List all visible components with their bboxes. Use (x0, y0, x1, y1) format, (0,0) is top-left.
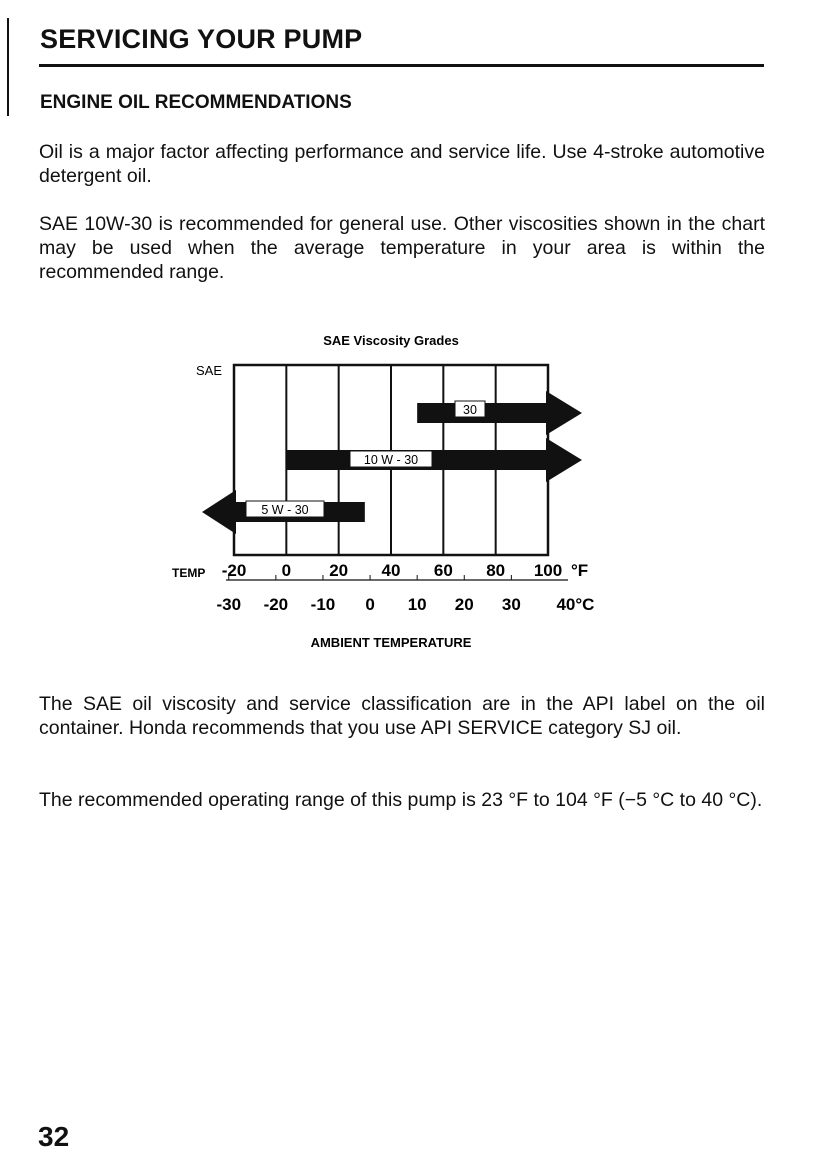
paragraph-oil-type: Oil is a major factor affecting performance and service life. Use 4-stroke automotive detergent oil. (39, 141, 765, 187)
fahrenheit-tick-label: 40 (381, 561, 401, 580)
fahrenheit-tick-label: 100 (533, 561, 563, 580)
fahrenheit-tick-label: -20 (221, 561, 247, 580)
y-axis-label: SAE (196, 363, 223, 378)
celsius-unit: 40°C (556, 595, 595, 614)
page-title: SERVICING YOUR PUMP (40, 24, 363, 54)
fahrenheit-tick-label: 0 (281, 561, 292, 580)
chart-title: SAE Viscosity Grades (323, 333, 459, 348)
fahrenheit-unit: °F (571, 561, 589, 580)
celsius-tick-label: 20 (454, 595, 474, 614)
viscosity-chart-svg (150, 325, 620, 665)
paragraph-operating-range: The recommended operating range of this pump is 23 °F to 104 °F (−5 °C to 40 °C). (39, 789, 763, 811)
paragraph-api-label: The SAE oil viscosity and service classification are in the API label on the oil container. Honda recommends that you use API SERVICE category SJ oil. (39, 693, 765, 739)
bar-label: 30 (463, 403, 477, 417)
bar-label: 10 W - 30 (363, 453, 419, 467)
viscosity-chart (150, 325, 620, 665)
celsius-tick-label: -10 (310, 595, 336, 614)
paragraph-sae-recommendation: SAE 10W-30 is recommended for general use. Other viscosities shown in the chart may be used when the average temperature in your area is within the recommended range. (39, 213, 765, 283)
bar-label: 5 W - 30 (261, 503, 309, 517)
title-rule (39, 64, 764, 67)
viscosity-bar-30 (417, 391, 582, 435)
x-axis-label: AMBIENT TEMPERATURE (310, 635, 472, 650)
celsius-tick-label: -30 (216, 595, 242, 614)
margin-bar (7, 18, 9, 116)
celsius-tick-label: -20 (263, 595, 289, 614)
fahrenheit-tick-label: 80 (486, 561, 506, 580)
celsius-tick-label: 30 (501, 595, 521, 614)
section-heading: ENGINE OIL RECOMMENDATIONS (40, 92, 352, 113)
viscosity-bar-10w-30 (286, 438, 582, 482)
celsius-tick-label: 0 (365, 595, 375, 614)
page-number: 32 (38, 1121, 70, 1152)
temp-label: TEMP (172, 566, 206, 580)
fahrenheit-tick-label: 60 (433, 561, 453, 580)
celsius-tick-label: 10 (407, 595, 427, 614)
fahrenheit-tick-label: 20 (329, 561, 349, 580)
